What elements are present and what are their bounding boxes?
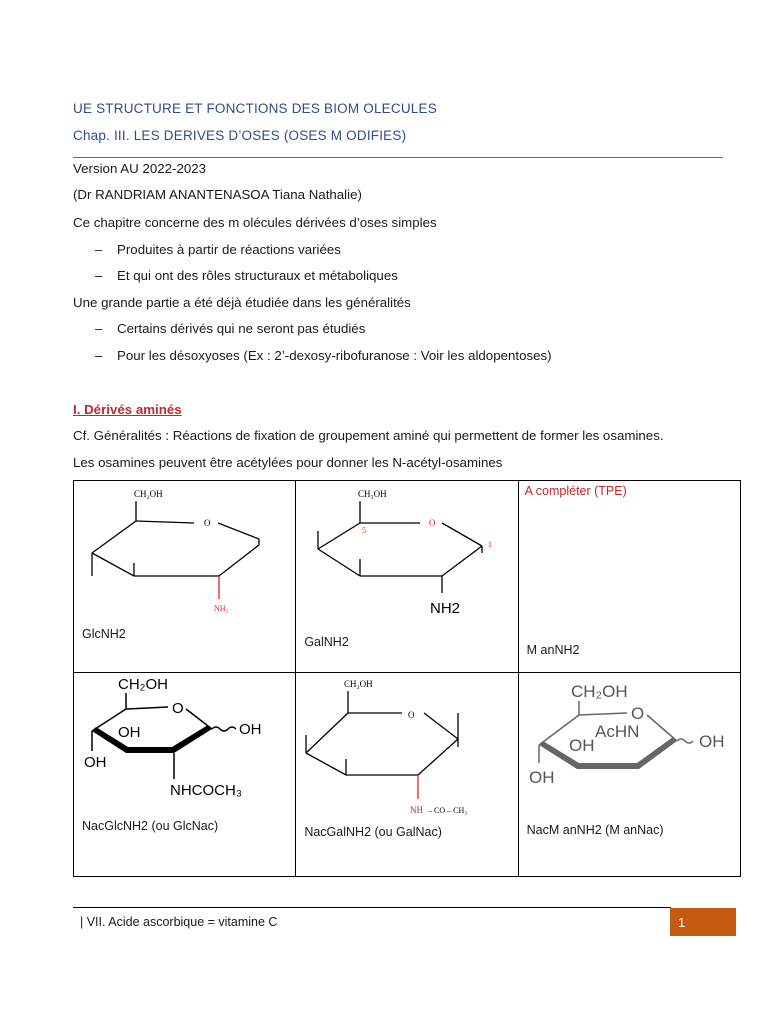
author-line: (Dr RANDRIAM ANANTENASOA Tiana Nathalie) bbox=[73, 187, 362, 202]
version-line: Version AU 2022-2023 bbox=[73, 161, 207, 176]
carbon-5-label: 5 bbox=[362, 526, 367, 535]
ch2oh-label: CH₂OH bbox=[134, 489, 163, 499]
ring-oxygen: O bbox=[429, 518, 436, 528]
doc-header-chapter: Chap. III. LES DERIVES D’OSES (OSES M ODIFIES) bbox=[73, 128, 407, 143]
ring-oxygen: O bbox=[172, 700, 184, 717]
ch2oh-label: CH₂OH bbox=[344, 679, 373, 689]
oh-label: OH bbox=[84, 754, 107, 771]
galnac-structure bbox=[296, 673, 514, 823]
cell-nacmannh2 bbox=[518, 673, 740, 877]
cell-label: NacGalNH2 (ou GalNac) bbox=[304, 825, 442, 839]
cell-glcnh2 bbox=[74, 481, 296, 673]
footer-divider bbox=[73, 907, 671, 908]
doc-header-title: UE STRUCTURE ET FONCTIONS DES BIOM OLECULES bbox=[73, 101, 437, 116]
mannac-structure bbox=[519, 673, 737, 813]
carbon-1-label: 1 bbox=[488, 540, 493, 549]
section-paragraph: Cf. Généralités : Réactions de fixation de groupement aminé qui permettent de former les osamines. bbox=[73, 428, 664, 443]
cell-mannh2 bbox=[518, 481, 740, 673]
nh2-label: NH₂ bbox=[214, 604, 229, 613]
cell-label: GlcNH2 bbox=[82, 627, 126, 641]
oh-label: OH bbox=[698, 732, 725, 751]
ch2oh-label: CH₂OH bbox=[570, 682, 628, 701]
cell-label: NacGlcNH2 (ou GlcNac) bbox=[82, 819, 219, 833]
oh-label: OH bbox=[118, 724, 141, 741]
header-divider bbox=[73, 157, 723, 158]
cell-nacgalnh2 bbox=[296, 673, 518, 877]
cell-label: NacM anNH2 (M anNac) bbox=[526, 823, 664, 837]
bullet-item: – Certains dérivés qui ne seront pas étudiés bbox=[95, 321, 366, 336]
achn-label: AcHN bbox=[594, 722, 640, 741]
cell-galnh2 bbox=[296, 481, 518, 673]
todo-note: A compléter (TPE) bbox=[524, 484, 627, 498]
oh-label: OH bbox=[568, 736, 595, 755]
bullet-item: – Et qui ont des rôles structuraux et métaboliques bbox=[95, 268, 398, 283]
acetyl-label: – CO – CH₃ bbox=[428, 806, 468, 815]
ch2oh-label: CH₂OH bbox=[118, 676, 168, 693]
bullet-item: – Pour les désoxyoses (Ex : 2’-dexosy-ribofuranose : Voir les aldopentoses) bbox=[95, 348, 552, 363]
footer-text: | VII. Acide ascorbique = vitamine C bbox=[80, 915, 278, 929]
intro-line-2: Une grande partie a été déjà étudiée dans les généralités bbox=[73, 295, 411, 310]
page-number: 1 bbox=[670, 908, 736, 936]
section-paragraph: Les osamines peuvent être acétylées pour donner les N-acétyl-osamines bbox=[73, 455, 503, 470]
cell-label: GalNH2 bbox=[304, 635, 349, 649]
intro-line: Ce chapitre concerne des m olécules dérivées d’oses simples bbox=[73, 215, 437, 230]
ring-oxygen: O bbox=[204, 518, 211, 528]
ring-oxygen: O bbox=[630, 704, 644, 723]
section-title: I. Dérivés aminés bbox=[73, 402, 182, 417]
oh-label: OH bbox=[239, 721, 262, 738]
cell-nacglcnh2 bbox=[74, 673, 296, 877]
osamine-table bbox=[73, 480, 741, 877]
nhcoch3-label: NHCOCH₃ bbox=[170, 782, 242, 799]
nh-label: NH bbox=[410, 805, 424, 815]
nh2-label: NH2 bbox=[430, 600, 461, 617]
ring-oxygen: O bbox=[408, 710, 415, 720]
cell-label: M anNH2 bbox=[526, 643, 580, 657]
glcnac-structure bbox=[74, 673, 292, 813]
ch3oh-label: CH₃OH bbox=[358, 489, 387, 499]
bullet-item: – Produites à partir de réactions variées bbox=[95, 242, 341, 257]
oh-label: OH bbox=[528, 768, 555, 787]
